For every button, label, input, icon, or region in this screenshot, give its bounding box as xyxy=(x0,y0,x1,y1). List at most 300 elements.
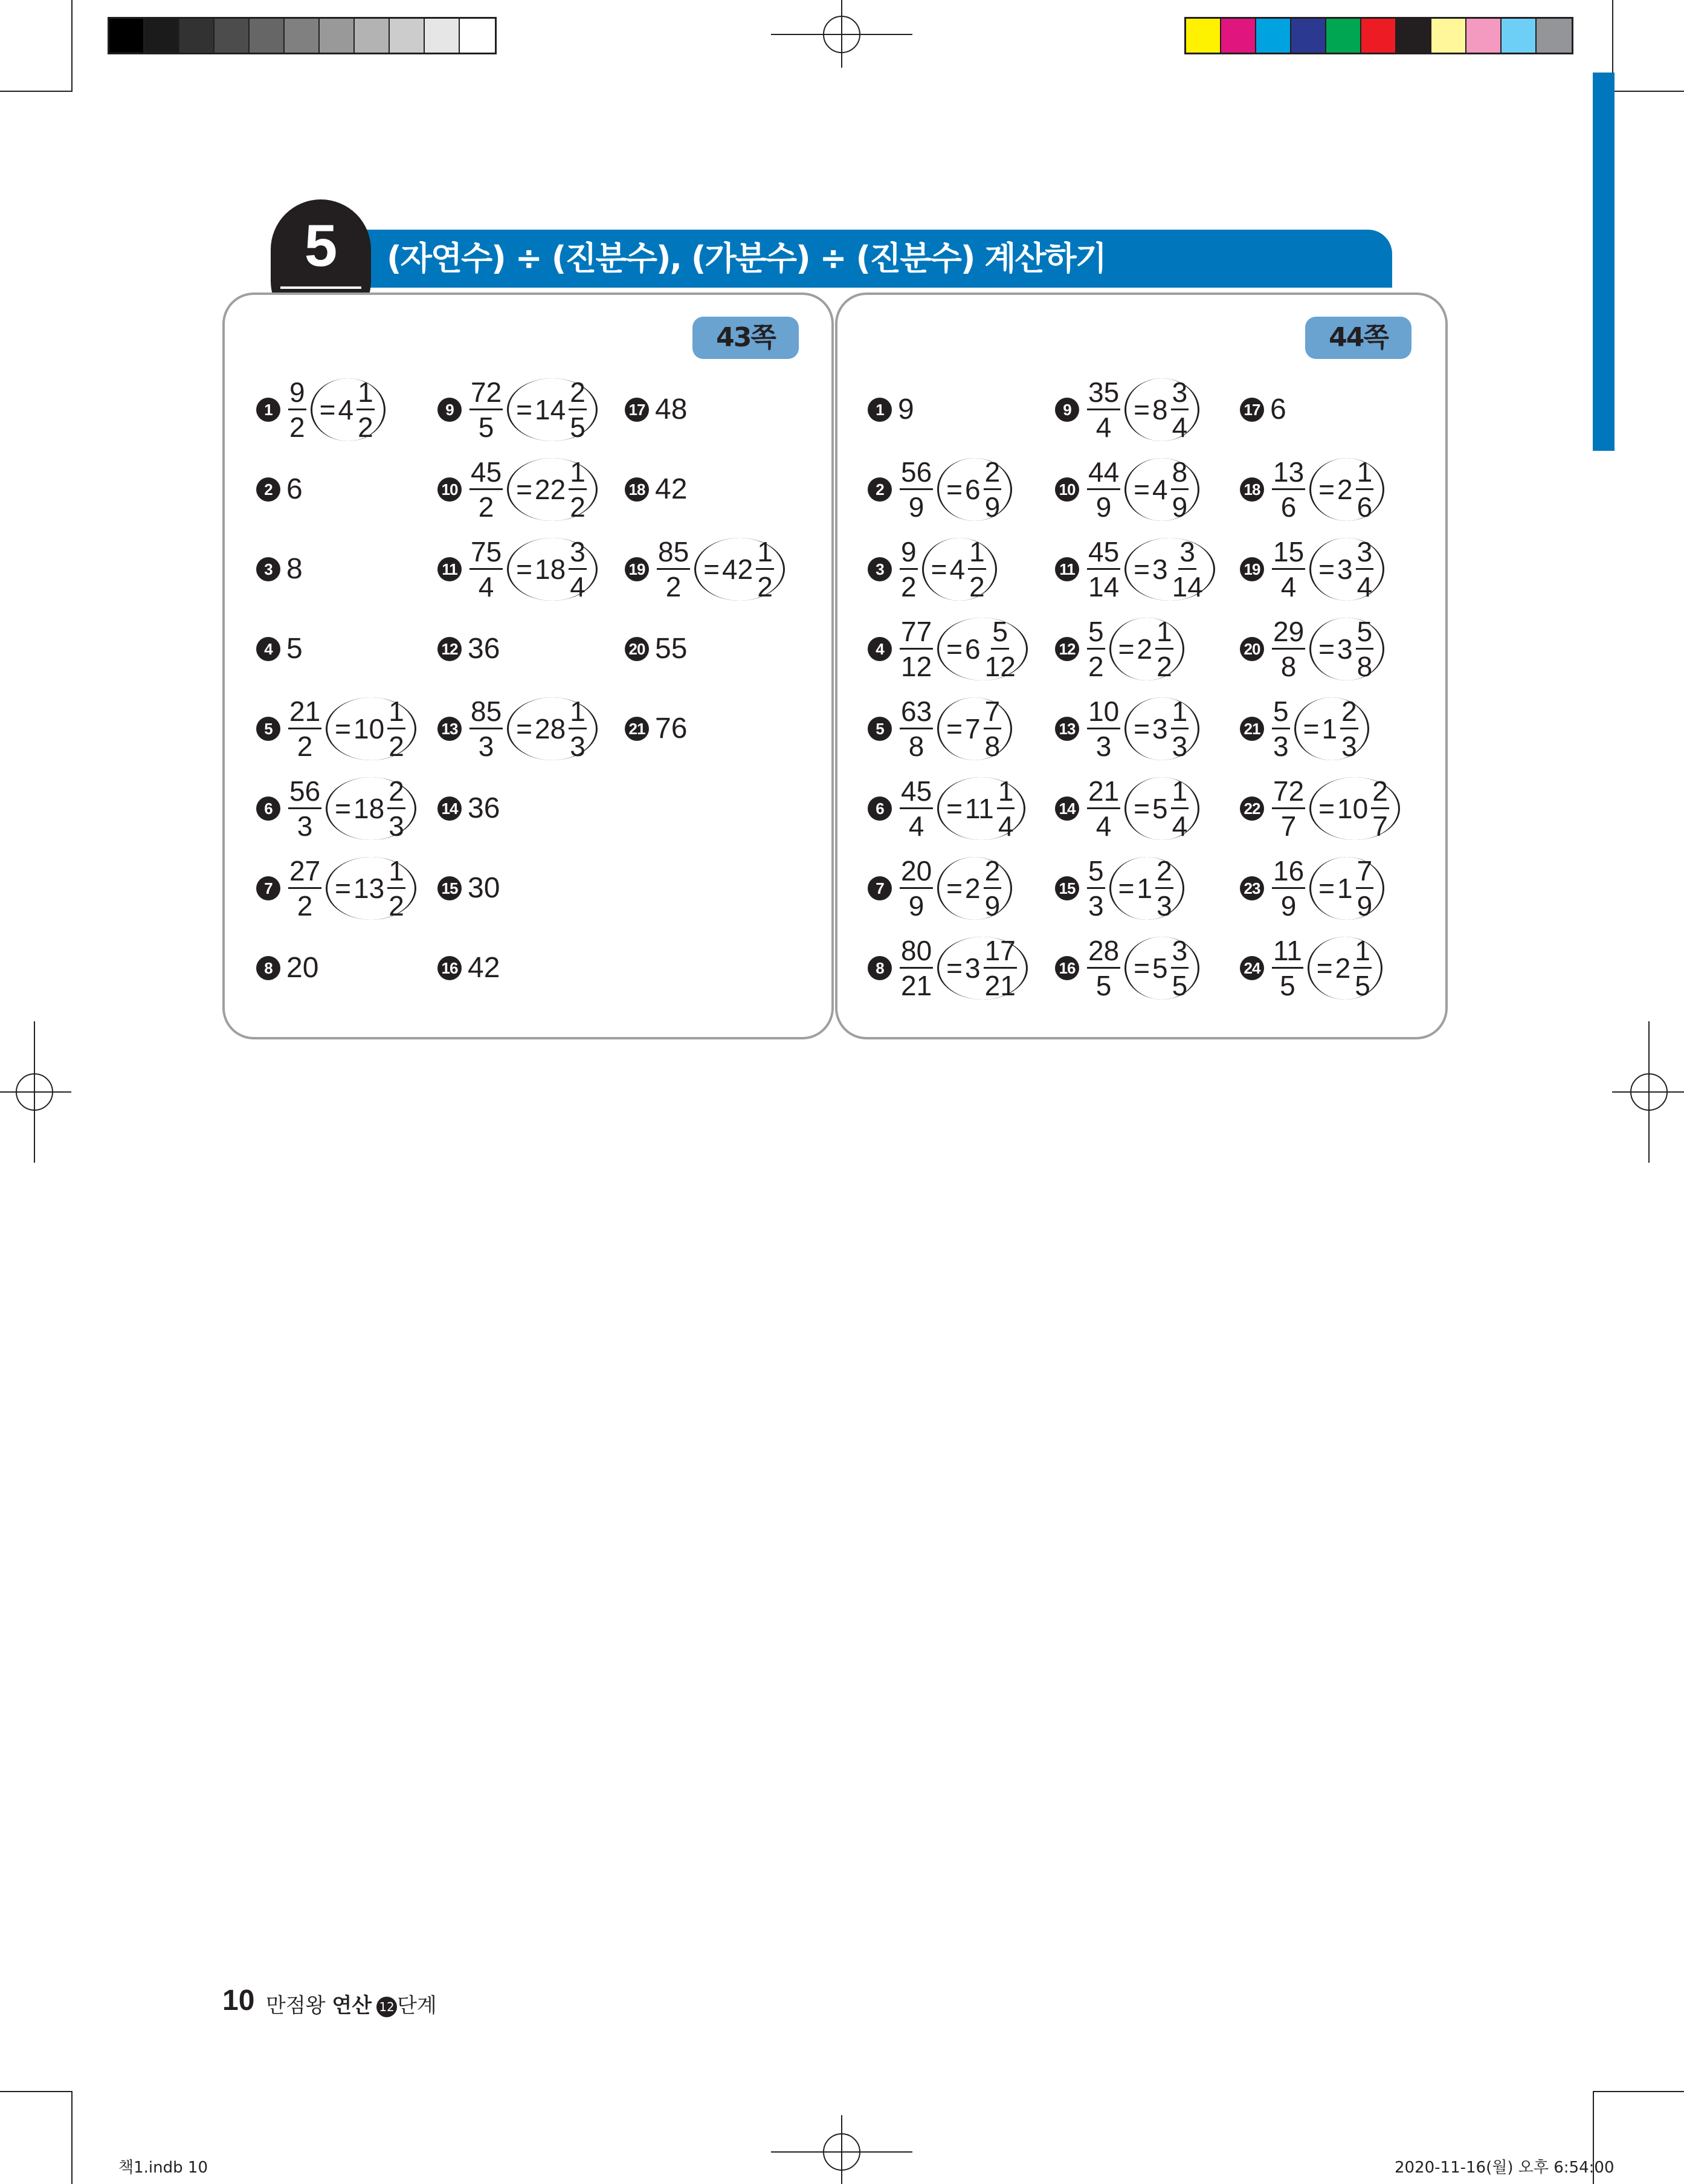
numerator: 15 xyxy=(1272,538,1305,570)
mixed-number-parenthetical xyxy=(937,697,1012,760)
numerator: 7 xyxy=(1356,857,1374,889)
answer-item xyxy=(868,373,914,446)
color-swatch xyxy=(1291,19,1326,53)
numerator: 20 xyxy=(900,857,933,889)
answer-value: 36 xyxy=(468,633,500,665)
equals-sign: = xyxy=(703,554,720,585)
item-number-badge: 22 xyxy=(1240,796,1264,821)
fraction-part xyxy=(567,378,589,441)
answer-value: 42 xyxy=(655,473,688,505)
answer-item xyxy=(625,613,687,685)
mixed-number-parenthetical xyxy=(1124,458,1199,521)
color-swatch xyxy=(1396,19,1431,53)
mixed-number-parenthetical xyxy=(1309,458,1384,521)
whole-part: 14 xyxy=(535,394,566,425)
day-number: 5 xyxy=(304,212,338,279)
mixed-number-parenthetical xyxy=(507,378,598,441)
answer-item xyxy=(1055,852,1184,925)
improper-fraction xyxy=(1270,538,1307,601)
denominator: 2 xyxy=(1088,651,1104,682)
denominator: 9 xyxy=(984,491,1001,523)
answer-expression xyxy=(1085,697,1199,760)
answer-item xyxy=(256,932,318,1004)
improper-fraction xyxy=(1085,697,1122,760)
denominator: 4 xyxy=(908,810,924,842)
improper-fraction xyxy=(286,378,308,441)
answer-item xyxy=(437,373,598,446)
equals-sign: = xyxy=(516,394,533,425)
numerator: 63 xyxy=(900,697,933,729)
numerator: 2 xyxy=(984,458,1002,490)
answer-expression xyxy=(286,777,416,840)
color-swatch xyxy=(1466,19,1502,53)
numerator: 45 xyxy=(900,777,933,809)
whole-part: 1 xyxy=(1137,873,1153,904)
answer-expression xyxy=(1270,538,1384,601)
equals-sign: = xyxy=(1118,873,1135,904)
improper-fraction xyxy=(286,697,323,760)
numerator: 1 xyxy=(356,378,375,410)
numerator: 77 xyxy=(900,618,933,650)
answer-item xyxy=(1055,932,1199,1004)
item-number-badge: 17 xyxy=(625,398,649,422)
answer-expression xyxy=(898,697,1012,760)
book-title-prefix: 만점왕 xyxy=(266,1994,326,2018)
equals-sign: = xyxy=(1134,474,1150,505)
item-number-badge: 20 xyxy=(1240,637,1264,661)
fraction-part xyxy=(1354,618,1376,680)
answer-expression xyxy=(468,697,598,760)
item-number-badge: 12 xyxy=(1055,637,1079,661)
improper-fraction xyxy=(1085,458,1122,521)
answer-item xyxy=(437,693,598,765)
color-swatch xyxy=(1221,19,1256,53)
crop-mark xyxy=(1593,2091,1684,2092)
denominator: 9 xyxy=(908,491,924,523)
numerator: 5 xyxy=(1272,697,1290,729)
item-number-badge: 9 xyxy=(1055,398,1079,422)
answer-item xyxy=(625,533,785,606)
numerator: 5 xyxy=(991,618,1009,650)
equals-sign: = xyxy=(1118,633,1135,665)
color-swatch xyxy=(1537,19,1572,53)
item-number-badge: 7 xyxy=(868,876,892,900)
numerator: 27 xyxy=(288,857,321,889)
equals-sign: = xyxy=(1134,554,1150,585)
answer-item xyxy=(437,453,598,526)
improper-fraction xyxy=(1085,857,1107,920)
gray-swatch xyxy=(460,19,495,53)
item-number-badge: 19 xyxy=(625,557,649,581)
fraction-part xyxy=(982,458,1004,521)
step-number-badge: 12 xyxy=(376,1997,397,2017)
numerator: 2 xyxy=(1371,777,1389,809)
answer-expression xyxy=(468,538,598,601)
denominator: 4 xyxy=(1172,412,1188,443)
mixed-number-parenthetical xyxy=(1124,378,1199,441)
gray-swatch xyxy=(425,19,460,53)
improper-fraction xyxy=(898,777,935,840)
gray-swatch xyxy=(355,19,390,53)
answer-item xyxy=(1055,453,1199,526)
improper-fraction xyxy=(1270,777,1307,840)
whole-part: 3 xyxy=(965,952,981,984)
equals-sign: = xyxy=(516,713,533,745)
numerator: 85 xyxy=(469,697,503,729)
improper-fraction xyxy=(1270,458,1307,521)
improper-fraction xyxy=(655,538,692,601)
denominator: 2 xyxy=(969,571,985,603)
equals-sign: = xyxy=(1318,633,1335,665)
equals-sign: = xyxy=(946,793,963,824)
whole-part: 6 xyxy=(965,633,981,665)
answer-expression xyxy=(898,538,997,601)
fraction-part xyxy=(1338,697,1360,760)
answer-item xyxy=(1240,693,1369,765)
item-number-badge: 1 xyxy=(868,398,892,422)
fraction-part xyxy=(1153,857,1175,920)
item-number-badge: 13 xyxy=(437,717,462,741)
item-number-badge: 2 xyxy=(868,477,892,502)
numerator: 45 xyxy=(1087,538,1120,570)
denominator: 8 xyxy=(1280,651,1297,682)
gray-swatch xyxy=(179,19,215,53)
whole-part: 4 xyxy=(949,554,966,585)
denominator: 5 xyxy=(1280,970,1295,1001)
numerator: 1 xyxy=(387,697,405,729)
color-swatch xyxy=(1361,19,1396,53)
improper-fraction xyxy=(1085,378,1122,441)
answer-expression xyxy=(1085,378,1199,441)
improper-fraction xyxy=(286,777,323,840)
mixed-number-parenthetical xyxy=(1124,937,1199,1000)
whole-part: 2 xyxy=(1137,633,1153,665)
item-number-badge: 14 xyxy=(1055,796,1079,821)
answer-value: 5 xyxy=(286,633,303,665)
fraction-part xyxy=(982,618,1019,680)
denominator: 3 xyxy=(389,810,404,842)
fraction-part xyxy=(982,937,1019,1000)
answer-item xyxy=(256,772,416,845)
numerator: 28 xyxy=(1087,937,1120,969)
numerator: 3 xyxy=(1356,538,1374,570)
denominator: 2 xyxy=(901,571,917,603)
equals-sign: = xyxy=(1318,474,1335,505)
improper-fraction xyxy=(1270,937,1305,1000)
answer-item xyxy=(256,852,416,925)
fraction-part xyxy=(1169,458,1191,521)
denominator: 9 xyxy=(908,890,924,922)
denominator: 6 xyxy=(1280,491,1297,523)
mixed-number-parenthetical xyxy=(937,777,1025,840)
numerator: 85 xyxy=(657,538,690,570)
equals-sign: = xyxy=(1318,873,1335,904)
answer-item xyxy=(437,772,500,845)
step-suffix: 단계 xyxy=(397,1994,437,2018)
item-number-badge: 10 xyxy=(437,477,462,502)
fraction-part xyxy=(386,857,407,920)
equals-sign: = xyxy=(1318,554,1335,585)
denominator: 7 xyxy=(1280,810,1297,842)
mixed-number-parenthetical xyxy=(1124,697,1199,760)
answer-expression xyxy=(286,857,416,920)
mixed-number-parenthetical xyxy=(937,857,1012,920)
numerator: 16 xyxy=(1272,857,1305,889)
denominator: 3 xyxy=(570,731,586,762)
denominator: 2 xyxy=(389,890,404,922)
denominator: 2 xyxy=(358,412,373,443)
numerator: 21 xyxy=(288,697,321,729)
fraction-part xyxy=(1352,937,1373,1000)
numerator: 9 xyxy=(288,378,306,410)
numerator: 17 xyxy=(984,937,1017,969)
mixed-number-parenthetical xyxy=(1308,937,1382,1000)
whole-part: 3 xyxy=(1152,713,1168,745)
item-number-badge: 14 xyxy=(437,796,462,821)
mixed-number-parenthetical xyxy=(1109,857,1184,920)
numerator: 2 xyxy=(569,378,587,410)
answer-expression xyxy=(1085,937,1199,1000)
equals-sign: = xyxy=(931,554,947,585)
numerator: 72 xyxy=(469,378,503,410)
book-title-bold: 연산 xyxy=(332,1994,372,2018)
numerator: 5 xyxy=(1356,618,1374,650)
item-number-badge: 15 xyxy=(437,876,462,900)
improper-fraction xyxy=(286,857,323,920)
denominator: 6 xyxy=(1357,491,1373,523)
numerator: 13 xyxy=(1272,458,1305,490)
day-divider xyxy=(280,286,361,289)
denominator: 4 xyxy=(1095,412,1112,443)
equals-sign: = xyxy=(946,474,963,505)
denominator: 3 xyxy=(1095,731,1112,762)
answer-item xyxy=(868,613,1028,685)
item-number-badge: 18 xyxy=(1240,477,1264,502)
answer-expression xyxy=(468,378,598,441)
side-tab xyxy=(1593,73,1615,451)
slug-timestamp: 2020-11-16(월) 오후 6:54:00 xyxy=(1395,2159,1615,2177)
numerator: 1 xyxy=(387,857,405,889)
answer-item xyxy=(437,932,500,1004)
denominator: 2 xyxy=(570,491,586,523)
mixed-number-parenthetical xyxy=(311,378,386,441)
denominator: 8 xyxy=(908,731,924,762)
mixed-number-parenthetical xyxy=(1124,538,1215,601)
fraction-part xyxy=(1369,777,1391,840)
fraction-part xyxy=(1354,857,1376,920)
improper-fraction xyxy=(898,937,935,1000)
numerator: 10 xyxy=(1087,697,1120,729)
item-number-badge: 5 xyxy=(256,717,280,741)
item-number-badge: 5 xyxy=(868,717,892,741)
answer-value: 6 xyxy=(286,473,303,505)
answer-expression xyxy=(1085,458,1199,521)
numerator: 7 xyxy=(984,697,1002,729)
denominator: 3 xyxy=(1273,731,1289,762)
answer-item xyxy=(1240,613,1384,685)
improper-fraction xyxy=(1085,618,1107,680)
numerator: 35 xyxy=(1087,378,1120,410)
answer-expression xyxy=(1270,697,1369,760)
answer-item xyxy=(1240,852,1384,925)
improper-fraction xyxy=(898,697,935,760)
whole-part: 18 xyxy=(535,554,566,585)
answer-item xyxy=(437,613,500,685)
color-swatch xyxy=(1326,19,1361,53)
answer-item xyxy=(868,693,1012,765)
gray-swatch xyxy=(320,19,355,53)
numerator: 56 xyxy=(900,458,933,490)
answer-expression xyxy=(1085,618,1184,680)
numerator: 45 xyxy=(469,458,503,490)
book-title xyxy=(266,1989,437,2018)
denominator: 3 xyxy=(1172,731,1188,762)
denominator: 4 xyxy=(1172,810,1188,842)
denominator: 3 xyxy=(1088,890,1104,922)
item-number-badge: 11 xyxy=(1055,557,1079,581)
crop-mark xyxy=(0,2091,73,2092)
item-number-badge: 16 xyxy=(1055,956,1079,980)
mixed-number-parenthetical xyxy=(507,538,598,601)
answer-item xyxy=(625,693,687,765)
equals-sign: = xyxy=(1134,713,1150,745)
equals-sign: = xyxy=(335,873,352,904)
section-title: (자연수) ÷ (진분수), (가분수) ÷ (진분수) 계산하기 xyxy=(387,239,1106,277)
fraction-part xyxy=(567,697,589,760)
numerator: 44 xyxy=(1087,458,1120,490)
fraction-part xyxy=(754,538,776,601)
denominator: 8 xyxy=(1357,651,1373,682)
denominator: 5 xyxy=(1172,970,1188,1001)
fraction-part xyxy=(1169,538,1206,601)
numerator: 2 xyxy=(387,777,405,809)
answer-expression xyxy=(898,458,1012,521)
whole-part: 11 xyxy=(965,793,994,824)
whole-part: 4 xyxy=(338,394,354,425)
numerator: 3 xyxy=(1178,538,1196,570)
whole-part: 18 xyxy=(353,793,385,824)
denominator: 3 xyxy=(297,810,313,842)
whole-part: 3 xyxy=(1337,554,1353,585)
fraction-part xyxy=(386,697,407,760)
mixed-number-parenthetical xyxy=(1109,618,1184,680)
item-number-badge: 21 xyxy=(1240,717,1264,741)
whole-part: 3 xyxy=(1337,633,1353,665)
crop-mark xyxy=(0,91,73,92)
denominator: 5 xyxy=(478,412,494,443)
equals-sign: = xyxy=(1316,952,1333,984)
answer-item xyxy=(1240,453,1384,526)
whole-part: 4 xyxy=(1152,474,1168,505)
item-number-badge: 13 xyxy=(1055,717,1079,741)
improper-fraction xyxy=(1270,697,1292,760)
item-number-badge: 17 xyxy=(1240,398,1264,422)
item-number-badge: 1 xyxy=(256,398,280,422)
answer-item xyxy=(1240,932,1382,1004)
answer-value: 48 xyxy=(655,393,688,425)
answer-value: 20 xyxy=(286,952,319,984)
numerator: 3 xyxy=(1171,937,1189,969)
item-number-badge: 9 xyxy=(437,398,462,422)
numerator: 1 xyxy=(1171,777,1189,809)
gray-swatch-strip xyxy=(108,17,497,54)
whole-part: 1 xyxy=(1321,713,1338,745)
denominator: 8 xyxy=(984,731,1001,762)
item-number-badge: 24 xyxy=(1240,956,1264,980)
whole-part: 7 xyxy=(965,713,981,745)
improper-fraction xyxy=(1085,937,1122,1000)
mixed-number-parenthetical xyxy=(937,458,1012,521)
denominator: 4 xyxy=(1095,810,1112,842)
whole-part: 28 xyxy=(535,713,566,745)
item-number-badge: 23 xyxy=(1240,876,1264,900)
equals-sign: = xyxy=(516,474,533,505)
numerator: 2 xyxy=(984,857,1002,889)
left-page-tag: 43쪽 xyxy=(692,317,799,359)
slug-file: 책1.indb 10 xyxy=(118,2159,208,2177)
answer-expression xyxy=(1270,458,1384,521)
fraction-part xyxy=(1354,458,1376,521)
answer-expression xyxy=(898,937,1028,1000)
denominator: 2 xyxy=(665,571,682,603)
registration-mark xyxy=(16,1073,53,1111)
denominator: 5 xyxy=(570,412,586,443)
color-swatch-strip xyxy=(1184,17,1573,54)
answer-item xyxy=(256,693,416,765)
numerator: 5 xyxy=(1087,857,1105,889)
numerator: 3 xyxy=(569,538,587,570)
mixed-number-parenthetical xyxy=(1294,697,1369,760)
item-number-badge: 19 xyxy=(1240,557,1264,581)
whole-part: 2 xyxy=(1337,474,1353,505)
crop-mark xyxy=(1612,91,1684,92)
mixed-number-parenthetical xyxy=(326,777,416,840)
fraction-part xyxy=(1169,697,1191,760)
page-number: 10 xyxy=(222,1985,255,2017)
denominator: 3 xyxy=(1157,890,1172,922)
gray-swatch xyxy=(215,19,250,53)
mixed-number-parenthetical xyxy=(326,697,416,760)
whole-part: 13 xyxy=(353,873,385,904)
gray-swatch xyxy=(285,19,320,53)
denominator: 4 xyxy=(998,810,1014,842)
denominator: 14 xyxy=(1088,571,1120,603)
numerator: 1 xyxy=(1155,618,1173,650)
denominator: 4 xyxy=(478,571,494,603)
answer-item xyxy=(256,533,303,606)
answer-item xyxy=(256,613,303,685)
color-swatch xyxy=(1256,19,1291,53)
item-number-badge: 6 xyxy=(256,796,280,821)
mixed-number-parenthetical xyxy=(937,937,1028,1000)
answer-expression xyxy=(898,618,1028,680)
denominator: 12 xyxy=(901,651,932,682)
numerator: 75 xyxy=(469,538,503,570)
denominator: 2 xyxy=(297,731,313,762)
mixed-number-parenthetical xyxy=(507,697,598,760)
denominator: 9 xyxy=(984,890,1001,922)
mixed-number-parenthetical xyxy=(1309,777,1400,840)
mixed-number-parenthetical xyxy=(1124,777,1199,840)
answer-item xyxy=(437,852,500,925)
mixed-number-parenthetical xyxy=(694,538,785,601)
mixed-number-parenthetical xyxy=(507,458,598,521)
fraction-part xyxy=(567,458,589,521)
item-number-badge: 16 xyxy=(437,956,462,980)
numerator: 1 xyxy=(569,458,587,490)
denominator: 2 xyxy=(297,890,313,922)
color-swatch xyxy=(1431,19,1466,53)
